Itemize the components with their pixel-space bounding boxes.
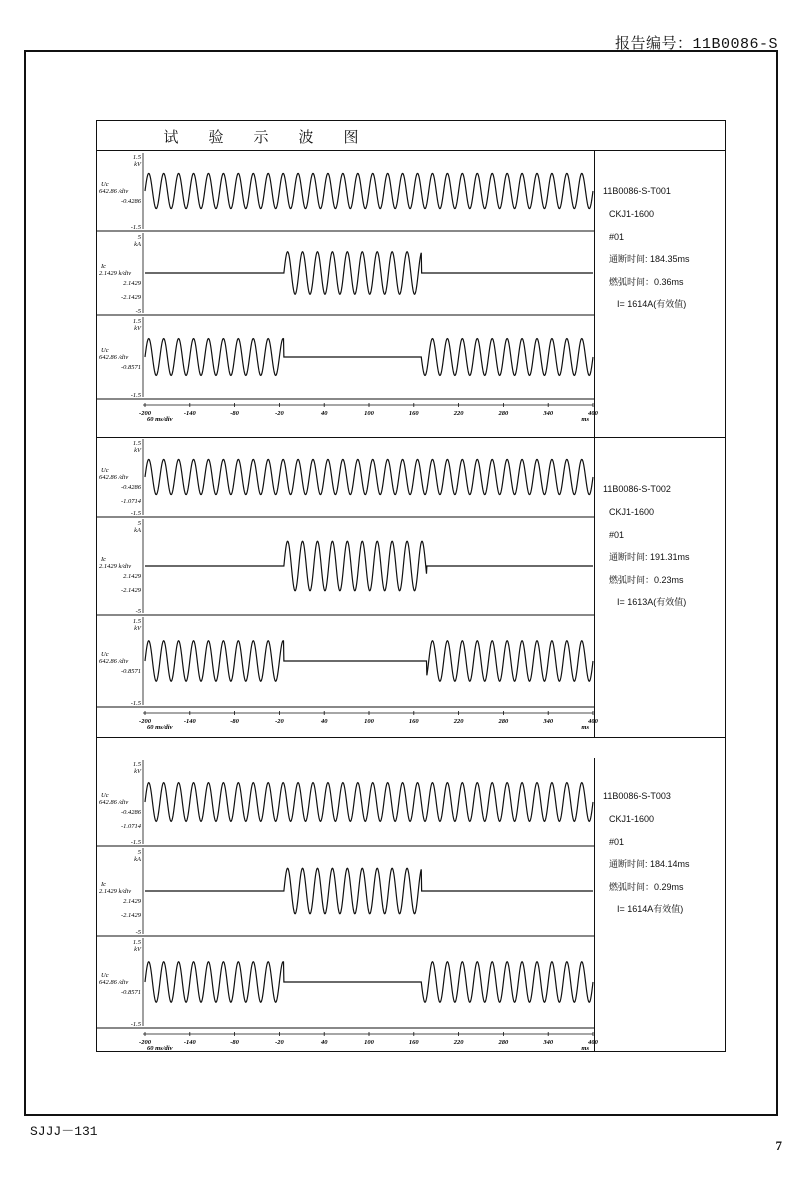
axis-max-label: 5 bbox=[137, 520, 141, 527]
channel-name-label: Uc bbox=[101, 347, 109, 354]
x-tick-label: -80 bbox=[230, 1039, 239, 1046]
axis-mid-label: 2.1429 bbox=[123, 280, 141, 287]
x-tick-label: -20 bbox=[275, 718, 284, 725]
x-tick-label: 160 bbox=[408, 1039, 419, 1046]
x-tick-label: 40 bbox=[320, 718, 328, 725]
channel-name-label: Uc bbox=[101, 467, 109, 474]
waveform-trace bbox=[145, 459, 593, 494]
axis-mid-label: -0.4286 bbox=[120, 809, 141, 816]
axis-mid-label: -0.4286 bbox=[120, 484, 141, 491]
x-tick-label: -200 bbox=[139, 718, 151, 725]
oscillogram-table bbox=[96, 120, 726, 1052]
device-model: CKJ1-1600 bbox=[609, 507, 655, 517]
x-tick-label: -80 bbox=[230, 718, 239, 725]
x-scale-label: 60 ms/div bbox=[147, 416, 173, 423]
x-tick-label: 220 bbox=[453, 718, 464, 725]
x-tick-label: -140 bbox=[183, 410, 196, 417]
axis-min-label: -1.5 bbox=[130, 224, 141, 231]
x-tick-label: 100 bbox=[364, 718, 374, 725]
channel-scale-label: 642.86 /div bbox=[99, 979, 129, 986]
x-tick-label: 40 bbox=[320, 1039, 328, 1046]
report-number: 报告编号：11B0086-S bbox=[614, 36, 778, 53]
channel-name-label: Ic bbox=[101, 881, 107, 888]
channel-3 bbox=[97, 938, 595, 1028]
x-tick-label: 340 bbox=[543, 410, 554, 417]
x-tick-label: -200 bbox=[139, 410, 151, 417]
channel-name-label: Uc bbox=[101, 181, 109, 188]
channel-scale-label: 642.86 /div bbox=[99, 658, 129, 665]
x-tick-label: 400 bbox=[588, 718, 598, 725]
x-tick-label: 220 bbox=[453, 410, 464, 417]
channel-scale-label: 642.86 /div bbox=[99, 474, 129, 481]
x-tick-label: -140 bbox=[183, 1039, 196, 1046]
channel-3 bbox=[97, 617, 595, 707]
rms-current: I= 1614A(有效值) bbox=[617, 299, 687, 309]
channel-1 bbox=[97, 439, 595, 517]
axis-mid-label: 2.1429 bbox=[123, 898, 141, 905]
axis-min-label: -1.5 bbox=[130, 700, 141, 707]
axis-max-label: 1.5 bbox=[132, 154, 141, 161]
axis-mid2-label: -2.1429 bbox=[120, 912, 141, 919]
axis-max-label: 1.5 bbox=[132, 318, 141, 325]
break-time: 通断时间: 191.31ms bbox=[609, 552, 690, 562]
axis-mid2-label: -2.1429 bbox=[120, 294, 141, 301]
channel-name-label: Uc bbox=[101, 972, 109, 979]
axis-mid-label: -0.8571 bbox=[120, 668, 141, 675]
rms-current: I= 1614A有效值) bbox=[617, 904, 684, 914]
axis-mid-label: -0.4286 bbox=[120, 198, 141, 205]
x-tick-label: 100 bbox=[364, 410, 374, 417]
channel-1 bbox=[97, 760, 595, 846]
block-separator bbox=[97, 737, 725, 738]
axis-max-label: 1.5 bbox=[132, 618, 141, 625]
waveform-trace bbox=[145, 962, 593, 1002]
channel-scale-label: 2.1429 k/div bbox=[99, 563, 132, 570]
x-tick-label: -20 bbox=[275, 1039, 284, 1046]
axis-max-label: 1.5 bbox=[132, 939, 141, 946]
break-time: 通断时间: 184.14ms bbox=[609, 859, 690, 869]
channel-scale-label: 2.1429 k/div bbox=[99, 888, 132, 895]
x-scale-label: 60 ms/div bbox=[147, 1045, 173, 1052]
sample-number: #01 bbox=[609, 232, 625, 242]
channel-2 bbox=[97, 848, 595, 936]
waveform-trace bbox=[145, 541, 593, 591]
document-code: SJJJ－131 bbox=[30, 1124, 98, 1139]
axis-min-label: -1.5 bbox=[130, 839, 141, 846]
x-tick-label: 280 bbox=[498, 410, 509, 417]
test-id: 11B0086-S-T003 bbox=[603, 791, 671, 801]
arc-time: 燃弧时间：0.23ms bbox=[609, 575, 684, 585]
channel-name-label: Ic bbox=[101, 556, 107, 563]
waveform-trace bbox=[145, 339, 593, 376]
axis-mid-label: -0.8571 bbox=[120, 989, 141, 996]
channel-2 bbox=[97, 233, 595, 315]
x-unit-label: ms bbox=[581, 1045, 589, 1052]
page-number: 7 bbox=[775, 1138, 782, 1153]
x-tick-label: 100 bbox=[364, 1039, 374, 1046]
axis-unit-label: kV bbox=[134, 161, 141, 168]
channel-1 bbox=[97, 153, 595, 231]
axis-mid2-label: -2.1429 bbox=[120, 587, 141, 594]
x-tick-label: 160 bbox=[408, 718, 419, 725]
oscillogram-svg bbox=[97, 151, 598, 437]
axis-min-label: -5 bbox=[135, 929, 141, 936]
rms-current: I= 1613A(有效值) bbox=[617, 597, 687, 607]
table-title: 试验示波图 bbox=[163, 128, 389, 146]
x-unit-label: ms bbox=[581, 724, 589, 731]
device-model: CKJ1-1600 bbox=[609, 209, 655, 219]
axis-min-label: -1.5 bbox=[130, 1021, 141, 1028]
x-tick-label: 280 bbox=[498, 1039, 509, 1046]
channel-scale-label: 642.86 /div bbox=[99, 354, 129, 361]
axis-unit-label: kA bbox=[134, 241, 141, 248]
test-id: 11B0086-S-T001 bbox=[603, 186, 671, 196]
axis-min-label: -1.5 bbox=[130, 392, 141, 399]
test-block-3 bbox=[97, 758, 725, 1052]
axis-unit-label: kV bbox=[134, 447, 141, 454]
axis-mid2-label: -1.0714 bbox=[120, 823, 141, 830]
test-block-1 bbox=[97, 151, 725, 437]
x-tick-label: 400 bbox=[588, 1039, 598, 1046]
x-unit-label: ms bbox=[581, 416, 589, 423]
time-axis bbox=[139, 403, 599, 423]
axis-max-label: 5 bbox=[137, 849, 141, 856]
axis-unit-label: kA bbox=[134, 527, 141, 534]
axis-unit-label: kA bbox=[134, 856, 141, 863]
axis-max-label: 1.5 bbox=[132, 440, 141, 447]
channel-scale-label: 642.86 /div bbox=[99, 188, 129, 195]
axis-mid2-label: -1.0714 bbox=[120, 498, 141, 505]
sample-number: #01 bbox=[609, 837, 625, 847]
axis-mid-label: -0.8571 bbox=[120, 364, 141, 371]
test-block-2 bbox=[97, 437, 725, 737]
arc-time: 燃弧时间：0.29ms bbox=[609, 882, 684, 892]
x-tick-label: 400 bbox=[588, 410, 598, 417]
x-tick-label: -200 bbox=[139, 1039, 151, 1046]
axis-unit-label: kV bbox=[134, 768, 141, 775]
time-axis bbox=[139, 1032, 599, 1052]
table-title-row bbox=[97, 121, 725, 151]
waveform-trace bbox=[145, 173, 593, 208]
axis-max-label: 5 bbox=[137, 234, 141, 241]
channel-2 bbox=[97, 519, 595, 615]
channel-name-label: Uc bbox=[101, 792, 109, 799]
x-tick-label: 340 bbox=[543, 1039, 554, 1046]
channel-name-label: Uc bbox=[101, 651, 109, 658]
x-tick-label: 220 bbox=[453, 1039, 464, 1046]
x-tick-label: 40 bbox=[320, 410, 328, 417]
channel-name-label: Ic bbox=[101, 263, 107, 270]
waveform-trace bbox=[145, 783, 593, 822]
axis-max-label: 1.5 bbox=[132, 761, 141, 768]
x-tick-label: -80 bbox=[230, 410, 239, 417]
waveform-trace bbox=[145, 252, 593, 295]
x-tick-label: -20 bbox=[275, 410, 284, 417]
x-tick-label: 280 bbox=[498, 718, 509, 725]
axis-unit-label: kV bbox=[134, 946, 141, 953]
arc-time: 燃弧时间：0.36ms bbox=[609, 277, 684, 287]
sample-number: #01 bbox=[609, 530, 625, 540]
axis-min-label: -1.5 bbox=[130, 510, 141, 517]
axis-min-label: -5 bbox=[135, 608, 141, 615]
channel-scale-label: 642.86 /div bbox=[99, 799, 129, 806]
oscillogram-svg bbox=[97, 437, 598, 737]
oscillogram-svg bbox=[97, 758, 598, 1052]
axis-min-label: -5 bbox=[135, 308, 141, 315]
test-id: 11B0086-S-T002 bbox=[603, 484, 671, 494]
x-tick-label: 340 bbox=[543, 718, 554, 725]
x-tick-label: 160 bbox=[408, 410, 419, 417]
waveform-trace bbox=[145, 868, 593, 914]
channel-scale-label: 2.1429 k/div bbox=[99, 270, 132, 277]
axis-unit-label: kV bbox=[134, 325, 141, 332]
break-time: 通断时间: 184.35ms bbox=[609, 254, 690, 264]
channel-3 bbox=[97, 317, 595, 399]
waveform-trace bbox=[145, 641, 593, 681]
x-tick-label: -140 bbox=[183, 718, 196, 725]
axis-unit-label: kV bbox=[134, 625, 141, 632]
x-scale-label: 60 ms/div bbox=[147, 724, 173, 731]
axis-mid-label: 2.1429 bbox=[123, 573, 141, 580]
time-axis bbox=[139, 711, 599, 731]
device-model: CKJ1-1600 bbox=[609, 814, 655, 824]
